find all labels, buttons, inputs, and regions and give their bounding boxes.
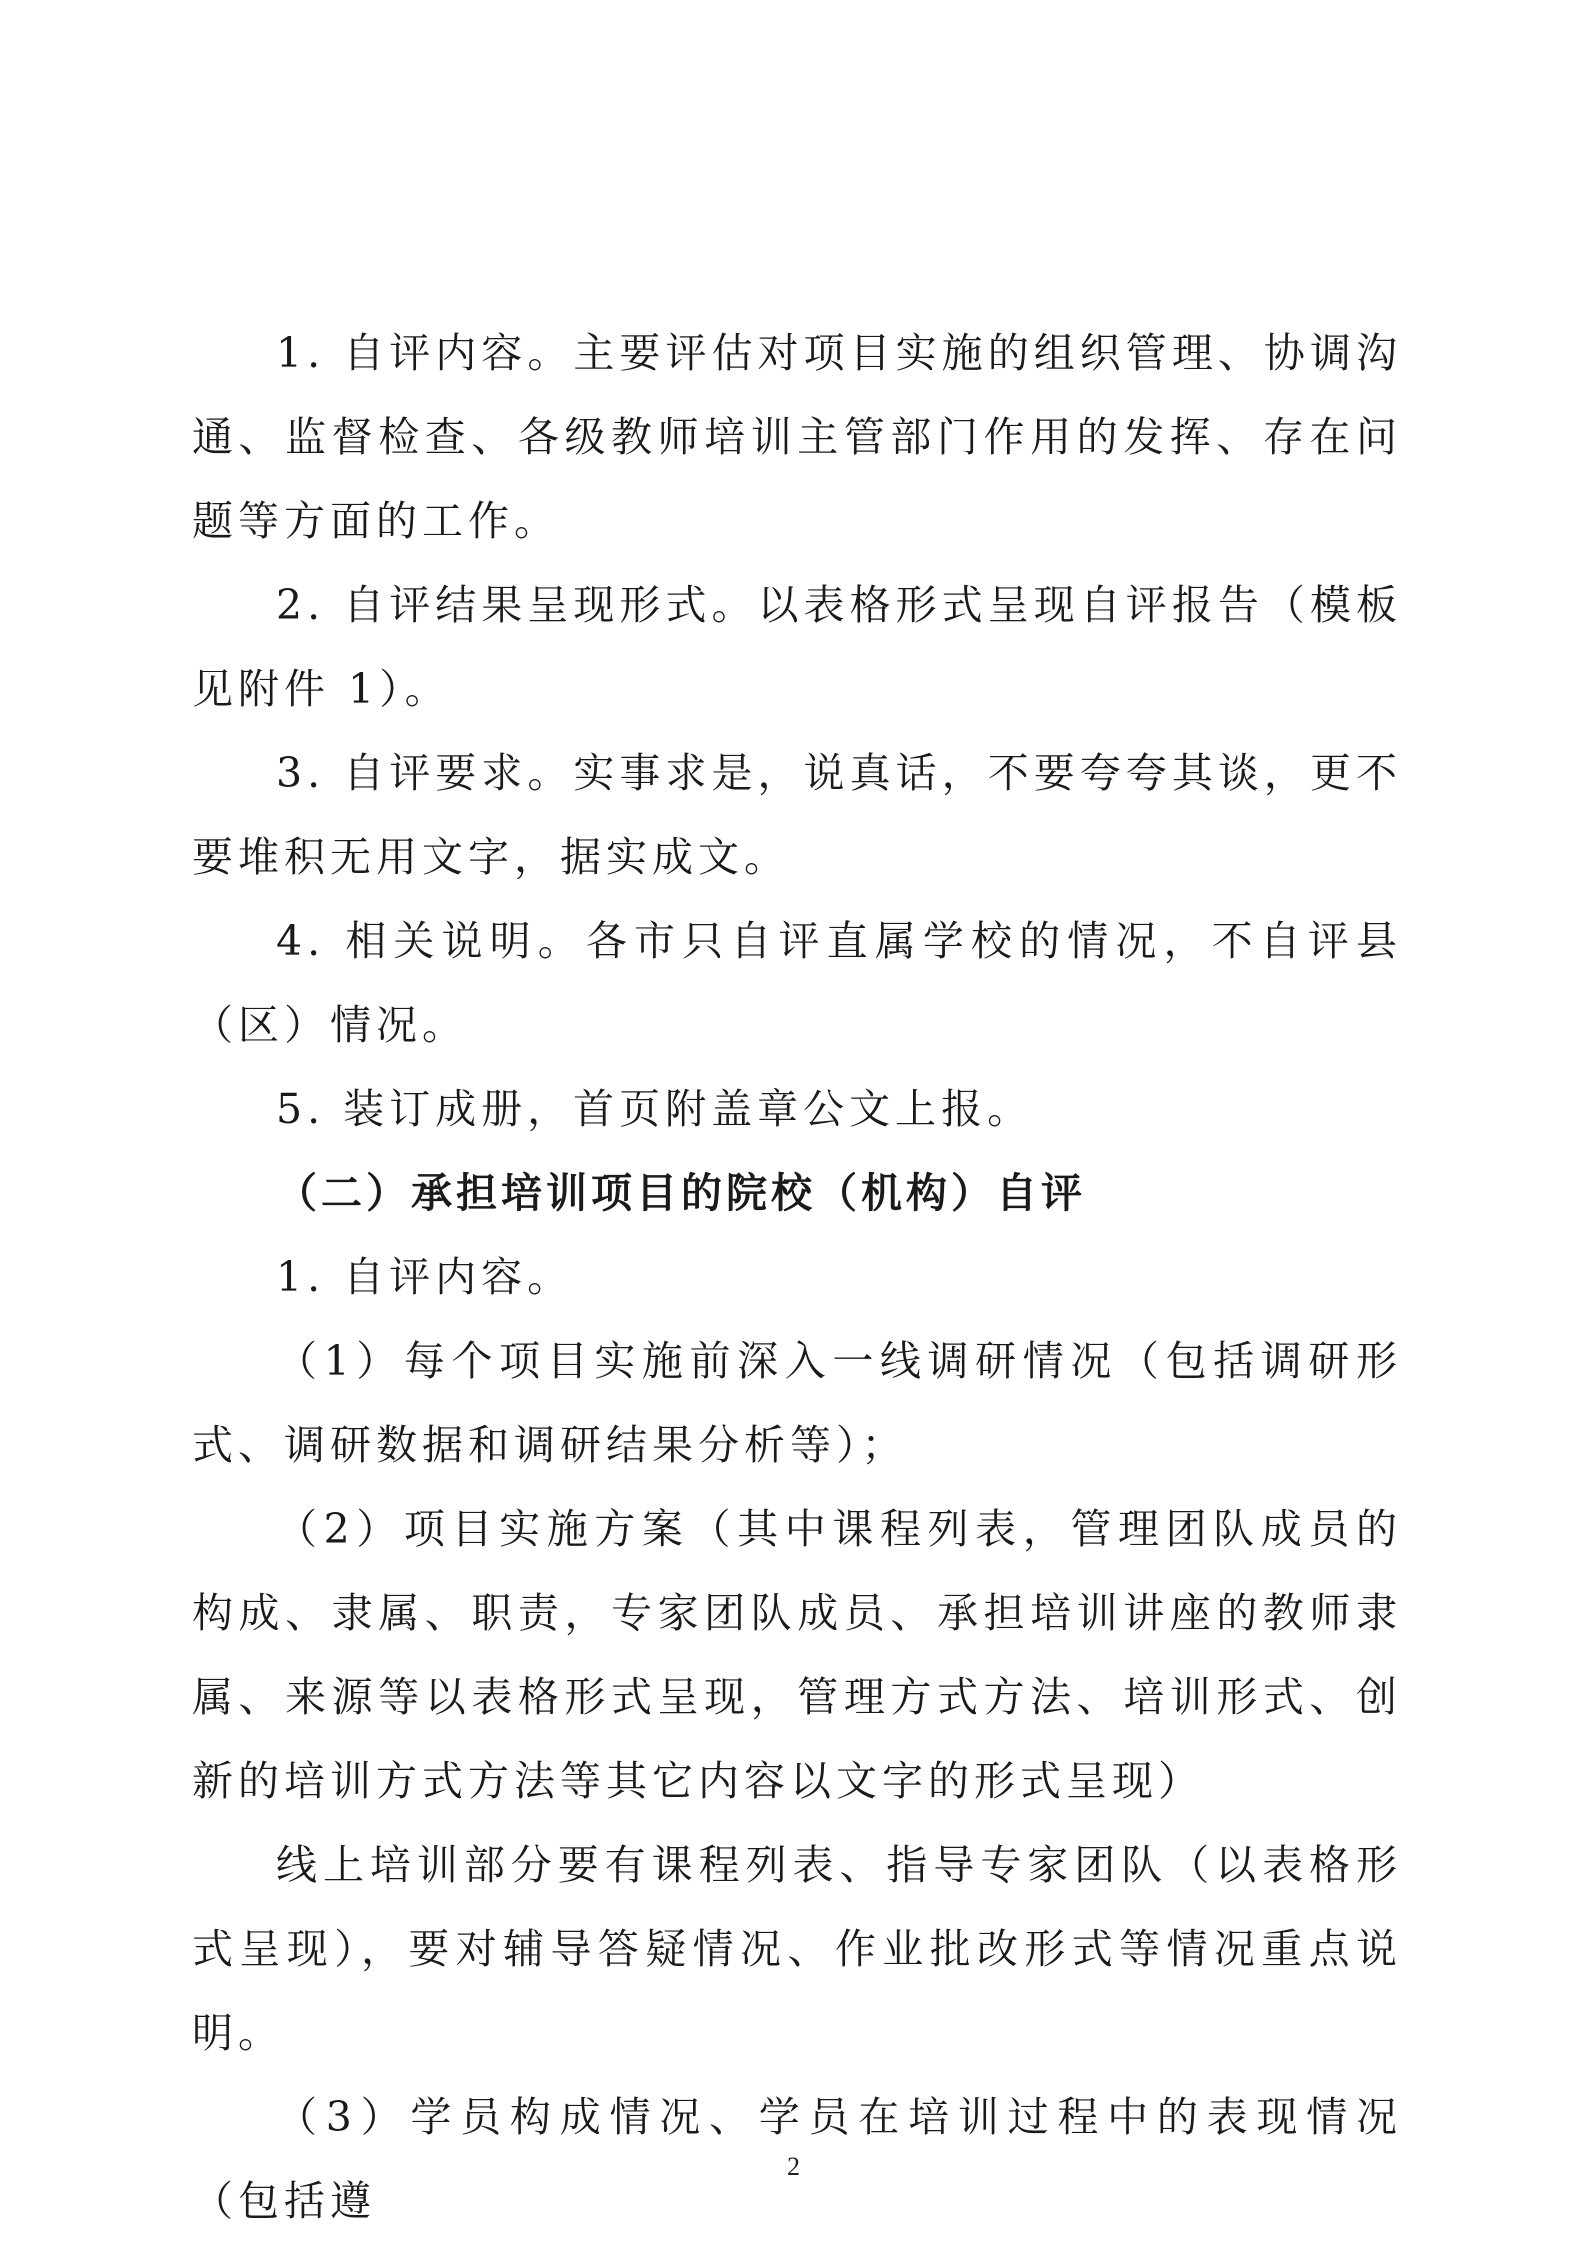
paragraph-item-1: （1）每个项目实施前深入一线调研情况（包括调研形式、调研数据和调研结果分析等）； (192, 1337, 1402, 1469)
paragraph-self-eval-content: 1. 自评内容。主要评估对项目实施的组织管理、协调沟通、监督检查、各级教师培训主管部门作用的发挥、存在问题等方面的工作。 (192, 329, 1402, 545)
paragraph-notes: 4. 相关说明。各市只自评直属学校的情况，不自评县（区）情况。 (192, 917, 1402, 1049)
paragraph-result-format: 2. 自评结果呈现形式。以表格形式呈现自评报告（模板见附件 1）。 (192, 581, 1402, 713)
paragraph-requirements: 3. 自评要求。实事求是，说真话，不要夸夸其谈，更不要堆积无用文字，据实成文。 (192, 749, 1402, 881)
document-body (192, 311, 1402, 2243)
page-number: 2 (787, 2152, 800, 2181)
paragraph-content-title: 1. 自评内容。 (276, 1253, 574, 1301)
paragraph-item-2: （2）项目实施方案（其中课程列表，管理团队成员的构成、隶属、职责，专家团队成员、承担培训讲座的教师隶属、来源等以表格形式呈现，管理方式方法、培训形式、创新的培训方式方法等其它内容以文字的形式呈现） (192, 1505, 1402, 1805)
paragraph-item-3: （3）学员构成情况、学员在培训过程中的表现情况（包括遵 (192, 2093, 1402, 2225)
paragraph-binding: 5. 装订成册，首页附盖章公文上报。 (276, 1085, 1034, 1133)
section-heading: （二）承担培训项目的院校（机构）自评 (276, 1169, 1086, 1217)
paragraph-online-training: 线上培训部分要有课程列表、指导专家团队（以表格形式呈现），要对辅导答疑情况、作业批改形式等情况重点说明。 (192, 1841, 1402, 2057)
